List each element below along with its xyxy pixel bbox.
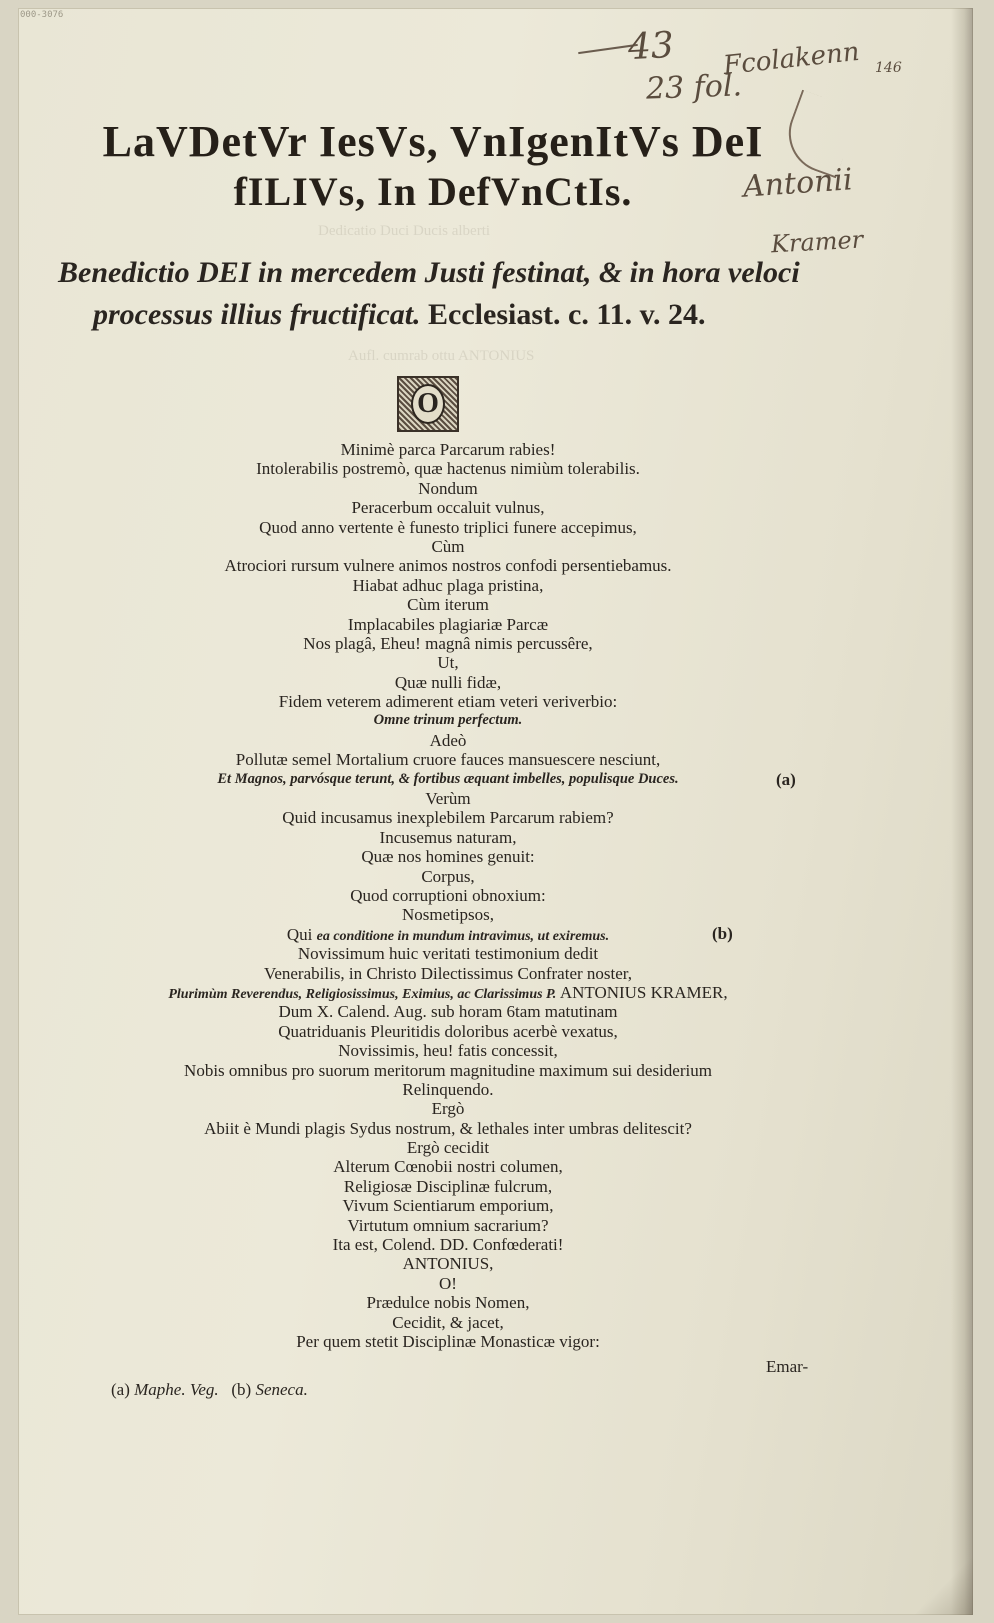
bleed-through-text: Dedicatio Duci Ducis alberti	[318, 223, 491, 239]
initial-letter: O	[411, 384, 445, 424]
poem-line: Nosmetipsos,	[401, 905, 495, 925]
footnote-a-mark: (a)	[111, 1380, 130, 1399]
poem-line: Intolerabilis postremò, quæ hactenus nimiùm tolerabilis.	[256, 459, 640, 479]
note-mark-a: (a)	[776, 770, 796, 789]
poem-line: Venerabilis, in Christo Dilectissimus Confrater noster,	[263, 963, 633, 983]
poem-line: Dum X. Calend. Aug. sub horam 6tam matutinam	[278, 1002, 618, 1022]
page-edge-shadow	[951, 8, 973, 1615]
handwritten-folio: 146	[875, 60, 902, 76]
motto-line-1: Benedictio DEI in mercedem Justi festinat, & in hora veloci	[58, 256, 800, 289]
poem-line: Quæ nulli fidæ,	[394, 672, 502, 692]
poem-line: O!	[439, 1273, 457, 1293]
catchword: Emar-	[766, 1357, 809, 1376]
poem-line: Novissimum huic veritati testimonium dedit	[297, 944, 599, 964]
document-page	[18, 8, 973, 1615]
poem-line: Ergò cecidit	[406, 1138, 490, 1158]
poem-line: Hiabat adhuc plaga pristina,	[352, 575, 544, 595]
poem-line: Minimè parca Parcarum rabies!	[340, 440, 556, 459]
poem-line: Quod corruptioni obnoxium:	[350, 885, 546, 905]
handwritten-name: Fcolakenn	[721, 36, 861, 82]
decorated-initial	[397, 376, 459, 432]
page-corner-shadow	[913, 1555, 973, 1615]
poem-line: Ergò	[431, 1099, 465, 1119]
poem-line	[78, 983, 818, 1002]
poem-line	[78, 925, 818, 944]
poem-line: Per quem stetit Disciplinæ Monasticæ vigor:	[296, 1331, 600, 1351]
poem-line: Nondum	[418, 478, 478, 498]
poem-line: Virtutum omnium sacrarium?	[347, 1215, 549, 1235]
poem-line: Fidem veterem adimerent etiam veteri veriverbio:	[278, 692, 618, 712]
poem-line: Verùm	[425, 789, 471, 809]
poem-line: Quatriduanis Pleuritidis doloribus acerbè vexatus,	[278, 1021, 618, 1041]
poem-line: Implacabiles plagiariæ Parcæ	[347, 614, 549, 634]
motto-line-2	[93, 298, 706, 332]
footnote-a-source: Maphe. Veg.	[134, 1380, 219, 1399]
poem-line: Relinquendo.	[402, 1079, 494, 1099]
poem-line: Ut,	[437, 653, 459, 673]
handwritten-last-name: Kramer	[770, 225, 864, 259]
poem-line: Pollutæ semel Mortalium cruore fauces mansuescere nesciunt,	[235, 750, 661, 770]
poem-line: Prædulce nobis Nomen,	[366, 1293, 530, 1313]
bleed-through-text: Aufl. cumrab ottu ANTONIUS	[348, 348, 535, 364]
title-line-2: fILIVs, In DefVnCtIs.	[233, 169, 633, 214]
poem-line: Abiit è Mundi plagis Sydus nostrum, & lethales inter umbras delitescit?	[204, 1118, 692, 1138]
poem-line: Alterum Cœnobii nostri columen,	[333, 1157, 563, 1177]
poem-line-prefix: Qui	[286, 924, 317, 944]
handwritten-first-name: Antonii	[741, 162, 854, 205]
poem-line: Quod anno vertente è funesto triplici funere accepimus,	[259, 517, 637, 537]
poem-line: Religiosæ Disciplinæ fulcrum,	[343, 1176, 553, 1196]
poem-line: Vivum Scientiarum emporium,	[342, 1196, 554, 1216]
poem-body	[78, 440, 818, 1351]
poem-line: Cùm	[431, 536, 465, 556]
poem-line: Atrociori rursum vulnere animos nostros confodi persentiebamus.	[224, 556, 672, 576]
poem-line-name: ANTONIUS KRAMER,	[559, 982, 728, 1002]
poem-line: Incusemus naturam,	[379, 827, 517, 847]
poem-line: Omne trinum perfectum.	[373, 712, 523, 729]
poem-line: Corpus,	[421, 866, 475, 886]
poem-line: Cecidit, & jacet,	[392, 1312, 504, 1332]
poem-line: Ita est, Colend. DD. Confœderati!	[332, 1235, 564, 1255]
handwritten-number: 43	[626, 24, 675, 69]
reference-code: 000-3076	[20, 10, 64, 20]
footnote-b-source: Seneca.	[255, 1380, 308, 1399]
poem-line-italic: ea conditione in mundum intravimus, ut exiremus.	[316, 928, 610, 944]
poem-line: Nos plagâ, Eheu! magnâ nimis percussêre,	[303, 633, 593, 653]
poem-line-italic-prefix: Plurimùm Reverendus, Religiosissimus, Eximius, ac Clarissimus P.	[168, 986, 560, 1002]
poem-line: ANTONIUS,	[402, 1254, 494, 1274]
poem-line: Adeò	[429, 730, 467, 750]
motto-italic: processus illius fructificat.	[93, 298, 421, 331]
poem-line: Cùm iterum	[407, 595, 489, 615]
poem-line: Peracerbum occaluit vulnus,	[351, 498, 545, 518]
footnote-b-mark: (b)	[231, 1380, 252, 1399]
poem-line: Quæ nos homines genuit:	[361, 847, 535, 867]
poem-line: Nobis omnibus pro suorum meritorum magnitudine maximum sui desiderium	[184, 1060, 712, 1080]
motto-reference: Ecclesiast. c. 11. v. 24.	[428, 298, 706, 331]
title-line-1: LaVDetVr IesVs, VnIgenItVs DeI	[102, 117, 764, 166]
note-mark-b: (b)	[712, 924, 733, 943]
poem-line: Et Magnos, parvósque terunt, & fortibus æquant imbelles, populisque Duces.	[217, 770, 679, 787]
footnotes	[111, 1380, 308, 1400]
handwritten-fol: 23 fol.	[645, 68, 743, 107]
poem-line: Quid incusamus inexplebilem Parcarum rabiem?	[282, 808, 614, 828]
poem-line: Novissimis, heu! fatis concessit,	[338, 1041, 558, 1061]
